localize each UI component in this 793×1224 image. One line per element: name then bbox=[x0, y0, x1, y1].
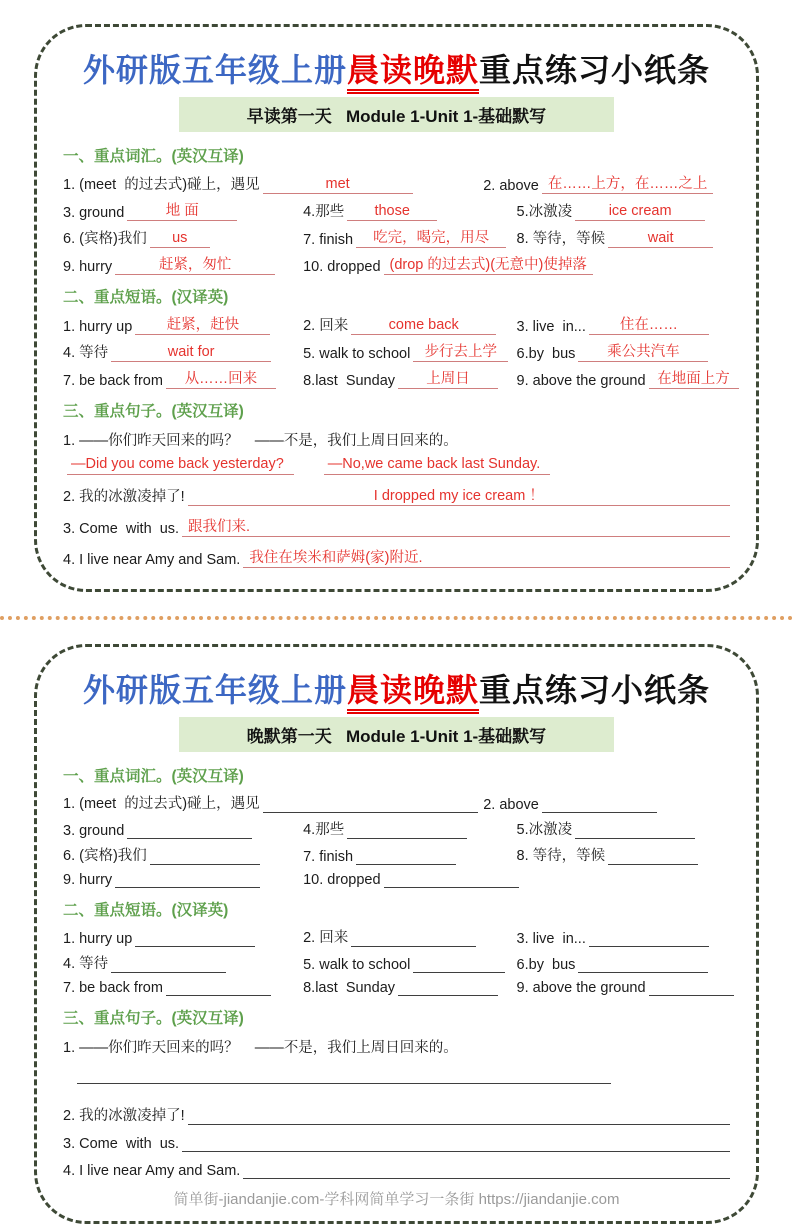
vocab-item bbox=[483, 795, 730, 813]
phrase-prompt: 8.last Sunday bbox=[303, 980, 396, 996]
phrase-item bbox=[303, 314, 516, 335]
phrase-prompt: 8.last Sunday bbox=[303, 373, 396, 389]
answer-blank: 上周日 bbox=[398, 367, 498, 389]
sentence-prompt: 1. ——你们昨天回来的吗？ ——不是，我们上周日回来的。 bbox=[63, 1040, 458, 1056]
vocab-prompt: 1. (meet 的过去式)碰上，遇见 bbox=[63, 177, 260, 193]
title-highlight: 晨读晚默 bbox=[347, 672, 479, 714]
phrase-prompt: 7. be back from bbox=[63, 980, 163, 996]
phrase-item bbox=[303, 955, 516, 973]
phrase-prompt: 5. walk to school bbox=[303, 957, 411, 973]
answer-blank: wait bbox=[608, 230, 713, 248]
phrase-prompt: 9. above the ground bbox=[516, 373, 646, 389]
vocab-prompt: 7. finish bbox=[303, 849, 354, 865]
answer-blank bbox=[398, 978, 498, 996]
vocab-item bbox=[303, 226, 516, 248]
phrase-prompt: 2. 回来 bbox=[303, 318, 349, 334]
phrase-item bbox=[303, 978, 516, 996]
answer-blank: wait for bbox=[111, 344, 271, 362]
answer-blank: 地 面 bbox=[127, 199, 237, 221]
answer-blank: 住在…… bbox=[589, 313, 709, 335]
answer-blank: 在……上方，在……之上 bbox=[542, 172, 714, 194]
vocab-item bbox=[517, 227, 730, 248]
day-subtitle: 晚默第一天 Module 1-Unit 1-基础默写 bbox=[179, 717, 614, 752]
answer-blank: (drop 的过去式)(无意中)使掉落 bbox=[384, 253, 593, 275]
phrase-item bbox=[303, 926, 516, 947]
vocab-prompt: 3. ground bbox=[63, 205, 125, 221]
phrase-item bbox=[303, 367, 516, 389]
answer-blank bbox=[188, 1107, 730, 1125]
sentence-prompt: 2. 我的冰激凌掉了! bbox=[63, 489, 185, 505]
section-heading-vocab: 一、重点词汇。(英汉互译) bbox=[63, 148, 244, 165]
phrase-row bbox=[63, 952, 730, 973]
answer-blank bbox=[578, 955, 708, 973]
answer-blank: those bbox=[347, 203, 437, 221]
cut-line-divider bbox=[0, 616, 793, 620]
vocab-prompt: 9. hurry bbox=[63, 872, 113, 888]
evening-worksheet-panel bbox=[34, 644, 759, 1224]
vocab-row bbox=[63, 844, 730, 865]
answer-blank bbox=[135, 929, 255, 947]
section-heading-phrases: 二、重点短语。(汉译英) bbox=[63, 902, 229, 919]
site-watermark: 简单街-jiandanjie.com-学科网简单学习一条街 https://jiandanjie.com bbox=[173, 1191, 620, 1208]
sentence-answer-b: —No,we came back last Sunday. bbox=[324, 456, 551, 475]
vocab-prompt: 2. above bbox=[483, 797, 539, 813]
vocab-prompt: 4.那些 bbox=[303, 822, 345, 838]
phrase-prompt: 1. hurry up bbox=[63, 931, 133, 947]
answer-blank: 我住在埃米和萨姆(家)附近. bbox=[243, 546, 730, 568]
answer-blank: met bbox=[263, 176, 413, 194]
phrase-prompt: 4. 等待 bbox=[63, 345, 109, 361]
phrase-row bbox=[63, 926, 730, 947]
sentence-prompt: 1. ——你们昨天回来的吗？ ——不是，我们上周日回来的。 bbox=[63, 433, 458, 449]
answer-blank bbox=[589, 929, 709, 947]
vocab-prompt: 8. 等待，等候 bbox=[516, 231, 606, 247]
vocab-item bbox=[63, 253, 303, 275]
vocab-item bbox=[63, 227, 303, 248]
answer-blank bbox=[356, 847, 456, 865]
phrase-prompt: 7. be back from bbox=[63, 373, 163, 389]
sentence-prompt: 3. Come with us. bbox=[63, 521, 180, 537]
vocab-prompt: 7. finish bbox=[303, 232, 354, 248]
sentence-prompt: 4. I live near Amy and Sam. bbox=[63, 1163, 241, 1179]
vocab-prompt: 2. above bbox=[483, 178, 539, 194]
vocab-prompt: 8. 等待，等候 bbox=[516, 848, 606, 864]
answer-blank: 赶紧，赶快 bbox=[135, 313, 270, 335]
sentence-prompt: 4. I live near Amy and Sam. bbox=[63, 552, 241, 568]
sentence-item bbox=[63, 484, 730, 506]
vocab-prompt: 3. ground bbox=[63, 823, 125, 839]
phrase-item bbox=[63, 929, 303, 947]
answer-blank: 步行去上学 bbox=[413, 340, 508, 362]
vocab-prompt: 10. dropped bbox=[303, 872, 381, 888]
answer-blank: 吃完，喝完，用尽 bbox=[356, 226, 506, 248]
answer-blank bbox=[166, 978, 271, 996]
phrase-row bbox=[63, 313, 730, 335]
answer-blank bbox=[115, 870, 260, 888]
phrase-row bbox=[63, 978, 730, 996]
phrase-item bbox=[517, 929, 730, 947]
answer-blank bbox=[182, 1134, 730, 1152]
phrase-prompt: 2. 回来 bbox=[303, 930, 349, 946]
worksheet-title bbox=[63, 45, 730, 91]
phrase-row bbox=[63, 340, 730, 362]
vocab-prompt: 6. (宾格)我们 bbox=[63, 848, 147, 864]
phrase-item bbox=[63, 313, 303, 335]
answer-blank: 跟我们来. bbox=[182, 515, 730, 537]
phrase-prompt: 3. live in... bbox=[516, 931, 586, 947]
title-suffix: 重点练习小纸条 bbox=[479, 672, 711, 708]
phrase-item bbox=[517, 313, 730, 335]
phrase-row bbox=[63, 367, 730, 389]
answer-blank bbox=[608, 847, 698, 865]
subtitle-row bbox=[63, 97, 730, 132]
answer-blank: 从……回来 bbox=[166, 367, 276, 389]
answer-blank bbox=[384, 870, 519, 888]
vocab-item bbox=[63, 870, 303, 888]
phrase-prompt: 5. walk to school bbox=[303, 346, 411, 362]
phrase-item bbox=[517, 978, 730, 996]
vocab-row bbox=[63, 226, 730, 248]
vocab-item bbox=[303, 200, 516, 221]
answer-blank: 乘公共汽车 bbox=[578, 340, 708, 362]
phrase-item bbox=[517, 367, 730, 389]
answer-blank bbox=[150, 847, 260, 865]
phrase-prompt: 4. 等待 bbox=[63, 956, 109, 972]
sentence-item bbox=[63, 1134, 730, 1152]
sentence-answer-line bbox=[67, 456, 730, 475]
vocab-item bbox=[63, 792, 483, 813]
vocab-item bbox=[63, 199, 303, 221]
vocab-item bbox=[517, 200, 730, 221]
vocab-item bbox=[483, 172, 730, 194]
answer-blank bbox=[351, 929, 476, 947]
vocab-prompt: 1. (meet 的过去式)碰上，遇见 bbox=[63, 796, 260, 812]
vocab-item bbox=[517, 844, 730, 865]
vocab-prompt: 5.冰激凌 bbox=[516, 204, 573, 220]
vocab-item bbox=[63, 173, 483, 194]
phrase-prompt: 3. live in... bbox=[516, 319, 586, 335]
answer-blank: I dropped my ice cream ！ bbox=[188, 484, 730, 506]
answer-blank bbox=[347, 821, 467, 839]
vocab-row bbox=[63, 253, 730, 275]
answer-blank bbox=[243, 1161, 730, 1179]
answer-blank bbox=[542, 795, 657, 813]
vocab-item bbox=[63, 844, 303, 865]
answer-blank bbox=[413, 955, 505, 973]
vocab-item bbox=[303, 870, 730, 888]
vocab-row bbox=[63, 172, 730, 194]
answer-blank: come back bbox=[351, 317, 496, 335]
phrase-item bbox=[63, 952, 303, 973]
section-heading-sentences: 三、重点句子。(英汉互译) bbox=[63, 1010, 244, 1027]
phrase-prompt: 6.by bus bbox=[516, 957, 576, 973]
vocab-row bbox=[63, 818, 730, 839]
day-subtitle: 早读第一天 Module 1-Unit 1-基础默写 bbox=[179, 97, 614, 132]
vocab-prompt: 10. dropped bbox=[303, 259, 381, 275]
sentence-prompt: 2. 我的冰激凌掉了! bbox=[63, 1108, 185, 1124]
vocab-row bbox=[63, 792, 730, 813]
phrase-item bbox=[63, 367, 303, 389]
answer-blank bbox=[649, 978, 734, 996]
section-heading-vocab: 一、重点词汇。(英汉互译) bbox=[63, 768, 244, 785]
answer-blank bbox=[575, 821, 695, 839]
vocab-prompt: 5.冰激凌 bbox=[516, 822, 573, 838]
phrase-item bbox=[517, 340, 730, 362]
vocab-item bbox=[303, 847, 516, 865]
phrase-prompt: 6.by bus bbox=[516, 346, 576, 362]
answer-blank: 赶紧，匆忙 bbox=[115, 253, 275, 275]
sentence-answer-blank-line bbox=[77, 1063, 611, 1084]
phrase-item bbox=[63, 341, 303, 362]
vocab-row bbox=[63, 870, 730, 888]
section-heading-sentences: 三、重点句子。(英汉互译) bbox=[63, 403, 244, 420]
answer-blank bbox=[111, 955, 226, 973]
answer-blank: 在地面上方 bbox=[649, 367, 739, 389]
sentence-item bbox=[63, 515, 730, 537]
subtitle-row bbox=[63, 717, 730, 752]
sentence-prompt: 3. Come with us. bbox=[63, 1136, 180, 1152]
answer-blank bbox=[263, 795, 478, 813]
phrase-item bbox=[303, 340, 516, 362]
vocab-prompt: 6. (宾格)我们 bbox=[63, 231, 147, 247]
title-edition: 外研版五年级上册 bbox=[82, 672, 347, 708]
answer-blank bbox=[127, 821, 252, 839]
vocab-item bbox=[517, 818, 730, 839]
answer-blank: us bbox=[150, 230, 210, 248]
vocab-prompt: 4.那些 bbox=[303, 204, 345, 220]
vocab-item bbox=[63, 821, 303, 839]
sentence-answer-a: —Did you come back yesterday? bbox=[67, 456, 294, 475]
phrase-prompt: 1. hurry up bbox=[63, 319, 133, 335]
title-edition: 外研版五年级上册 bbox=[82, 52, 347, 88]
vocab-prompt: 9. hurry bbox=[63, 259, 113, 275]
phrase-item bbox=[63, 978, 303, 996]
vocab-item bbox=[303, 818, 516, 839]
section-heading-phrases: 二、重点短语。(汉译英) bbox=[63, 289, 229, 306]
phrase-prompt: 9. above the ground bbox=[516, 980, 646, 996]
sentence-item bbox=[63, 1161, 730, 1179]
answer-blank: ice cream bbox=[575, 203, 705, 221]
phrase-item bbox=[517, 955, 730, 973]
title-highlight: 晨读晚默 bbox=[347, 52, 479, 94]
title-suffix: 重点练习小纸条 bbox=[479, 52, 711, 88]
vocab-item bbox=[303, 253, 730, 275]
worksheet-title bbox=[63, 665, 730, 711]
sentence-item bbox=[63, 546, 730, 568]
morning-worksheet-panel bbox=[34, 24, 759, 592]
vocab-row bbox=[63, 199, 730, 221]
